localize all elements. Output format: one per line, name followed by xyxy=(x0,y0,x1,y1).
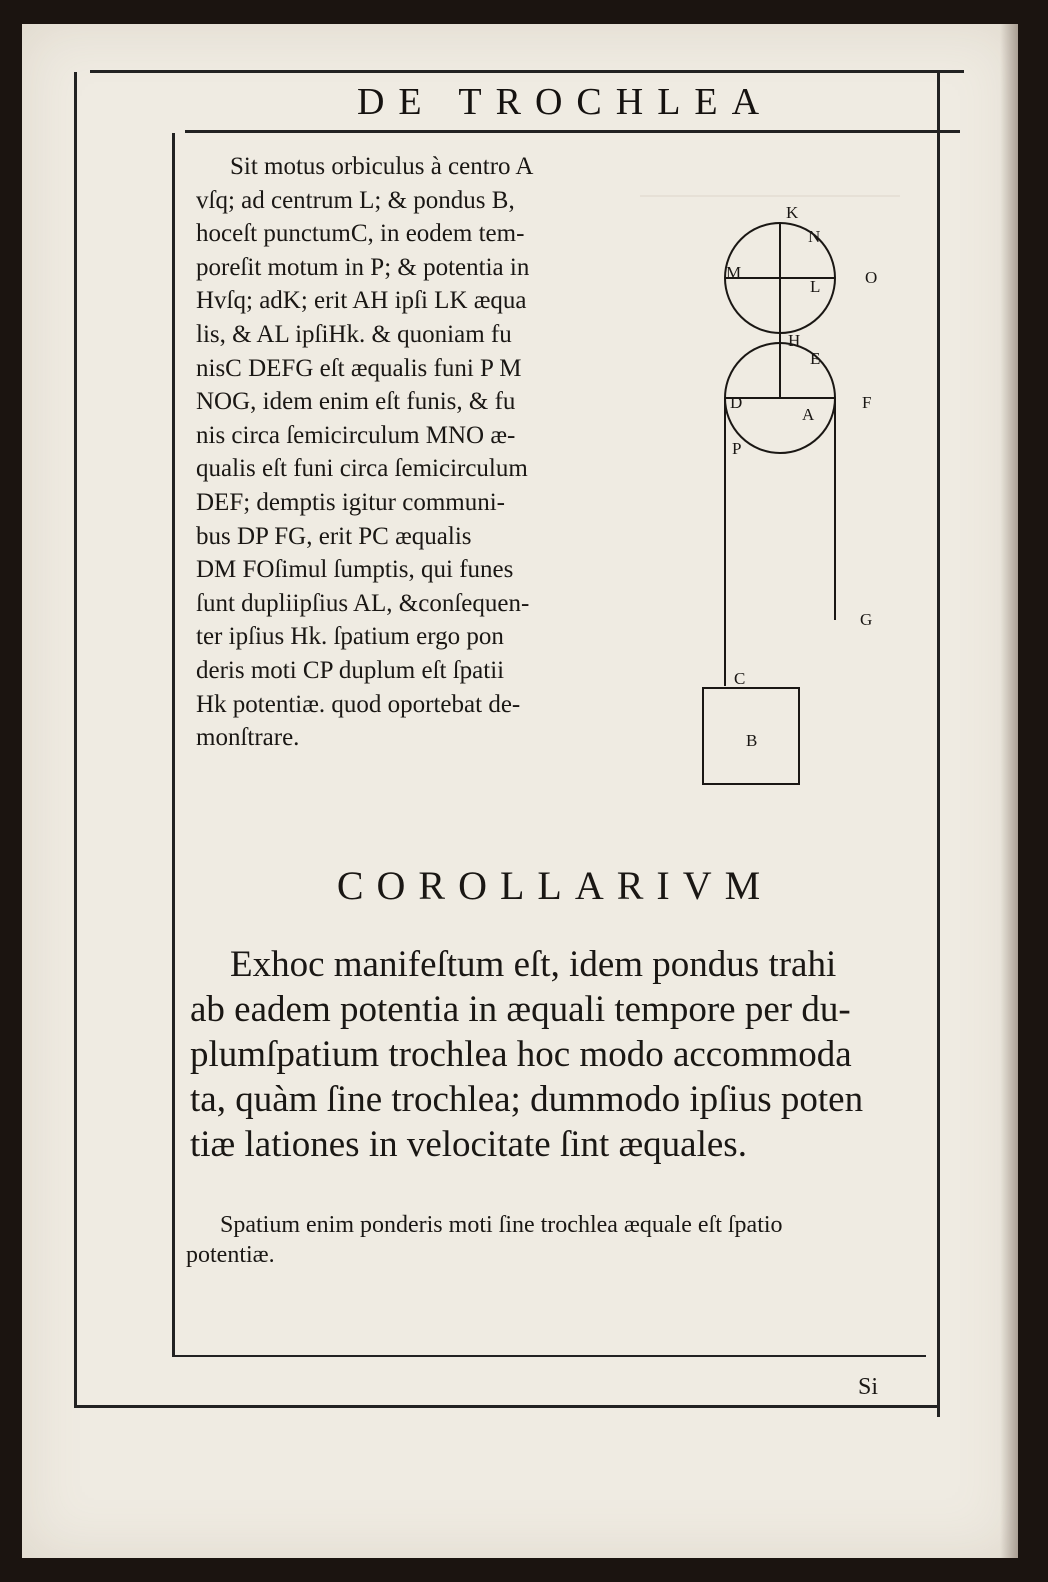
label-M: M xyxy=(726,263,742,282)
label-C: C xyxy=(734,669,746,688)
proof-line: vſq; ad centrum L; & pondus B, xyxy=(196,186,515,214)
proof-line: Hk potentiæ. quod oportebat de- xyxy=(196,690,521,718)
proof-line: monſtrare. xyxy=(196,724,300,752)
note-text xyxy=(186,1210,926,1270)
proof-line: lis, & AL ipſiHk. & quoniam fu xyxy=(196,320,512,348)
proof-line: hoceſt punctumC, in eodem tem- xyxy=(196,220,525,248)
frame-rule-inner-left xyxy=(172,133,175,1355)
proof-line: nisC DEFG eſt æqualis funi P M xyxy=(196,354,522,382)
pulley-diagram xyxy=(670,180,890,820)
label-B: B xyxy=(746,731,758,750)
proof-line: qualis eſt funi circa ſemicirculum xyxy=(196,455,528,483)
label-E: E xyxy=(810,349,821,368)
label-K: K xyxy=(786,203,799,222)
proof-line: ter ipſius Hk. ſpatium ergo pon xyxy=(196,623,504,651)
proof-line: NOG, idem enim eſt funis, & fu xyxy=(196,388,516,416)
proof-line: nis circa ſemicirculum MNO æ- xyxy=(196,421,516,449)
proof-line: poreſit motum in P; & potentia in xyxy=(196,253,530,281)
proof-text xyxy=(196,150,606,755)
corollary-line: ta, quàm ſine trochlea; dummodo ipſius poten xyxy=(190,1079,864,1120)
note-line: potentiæ. xyxy=(186,1242,275,1268)
frame-rule-right xyxy=(937,72,940,1417)
running-head: DE TROCHLEA xyxy=(356,81,774,123)
label-L: L xyxy=(810,277,821,296)
proof-line: deris moti CP duplum eſt ſpatii xyxy=(196,656,505,684)
corollary-text xyxy=(190,942,930,1167)
corollary-line: Exhoc manifeſtum eſt, idem pondus trahi xyxy=(230,944,837,985)
label-N: N xyxy=(808,227,821,246)
page-edge-shadow xyxy=(1000,24,1018,1558)
frame-rule-left xyxy=(74,72,77,1407)
corollary-line: ab eadem potentia in æquali tempore per du- xyxy=(190,989,851,1030)
proof-line: Sit motus orbiculus à centro A xyxy=(230,153,534,180)
label-F: F xyxy=(862,393,872,412)
label-O: O xyxy=(865,268,878,287)
frame-rule-top xyxy=(90,70,964,73)
label-G: G xyxy=(860,610,873,629)
frame-rule-inner-top xyxy=(185,130,960,133)
label-H: H xyxy=(788,331,801,350)
proof-line: ſunt dupliipſius AL, &conſequen- xyxy=(196,589,530,617)
corollary-heading: COROLLARIVM xyxy=(336,863,774,908)
label-P: P xyxy=(732,439,742,458)
corollary-line: plumſpatium trochlea hoc modo accommoda xyxy=(190,1034,852,1075)
proof-line: DM FOſimul ſumptis, qui funes xyxy=(196,556,514,584)
corollary-line: tiæ lationes in velocitate ſint æquales. xyxy=(190,1124,747,1165)
frame-rule-inner-bottom xyxy=(172,1355,926,1357)
proof-line: DEF; demptis igitur communi- xyxy=(196,488,506,516)
note-line: Spatium enim ponderis moti ſine trochlea æquale eſt ſpatio xyxy=(220,1212,783,1238)
frame-rule-bottom xyxy=(74,1405,940,1408)
label-D: D xyxy=(730,393,743,412)
label-A: A xyxy=(802,405,815,424)
proof-line: bus DP FG, erit PC æqualis xyxy=(196,522,472,550)
catchword: Si xyxy=(858,1374,879,1400)
proof-line: Hvſq; adK; erit AH ipſi LK æqua xyxy=(196,287,527,315)
